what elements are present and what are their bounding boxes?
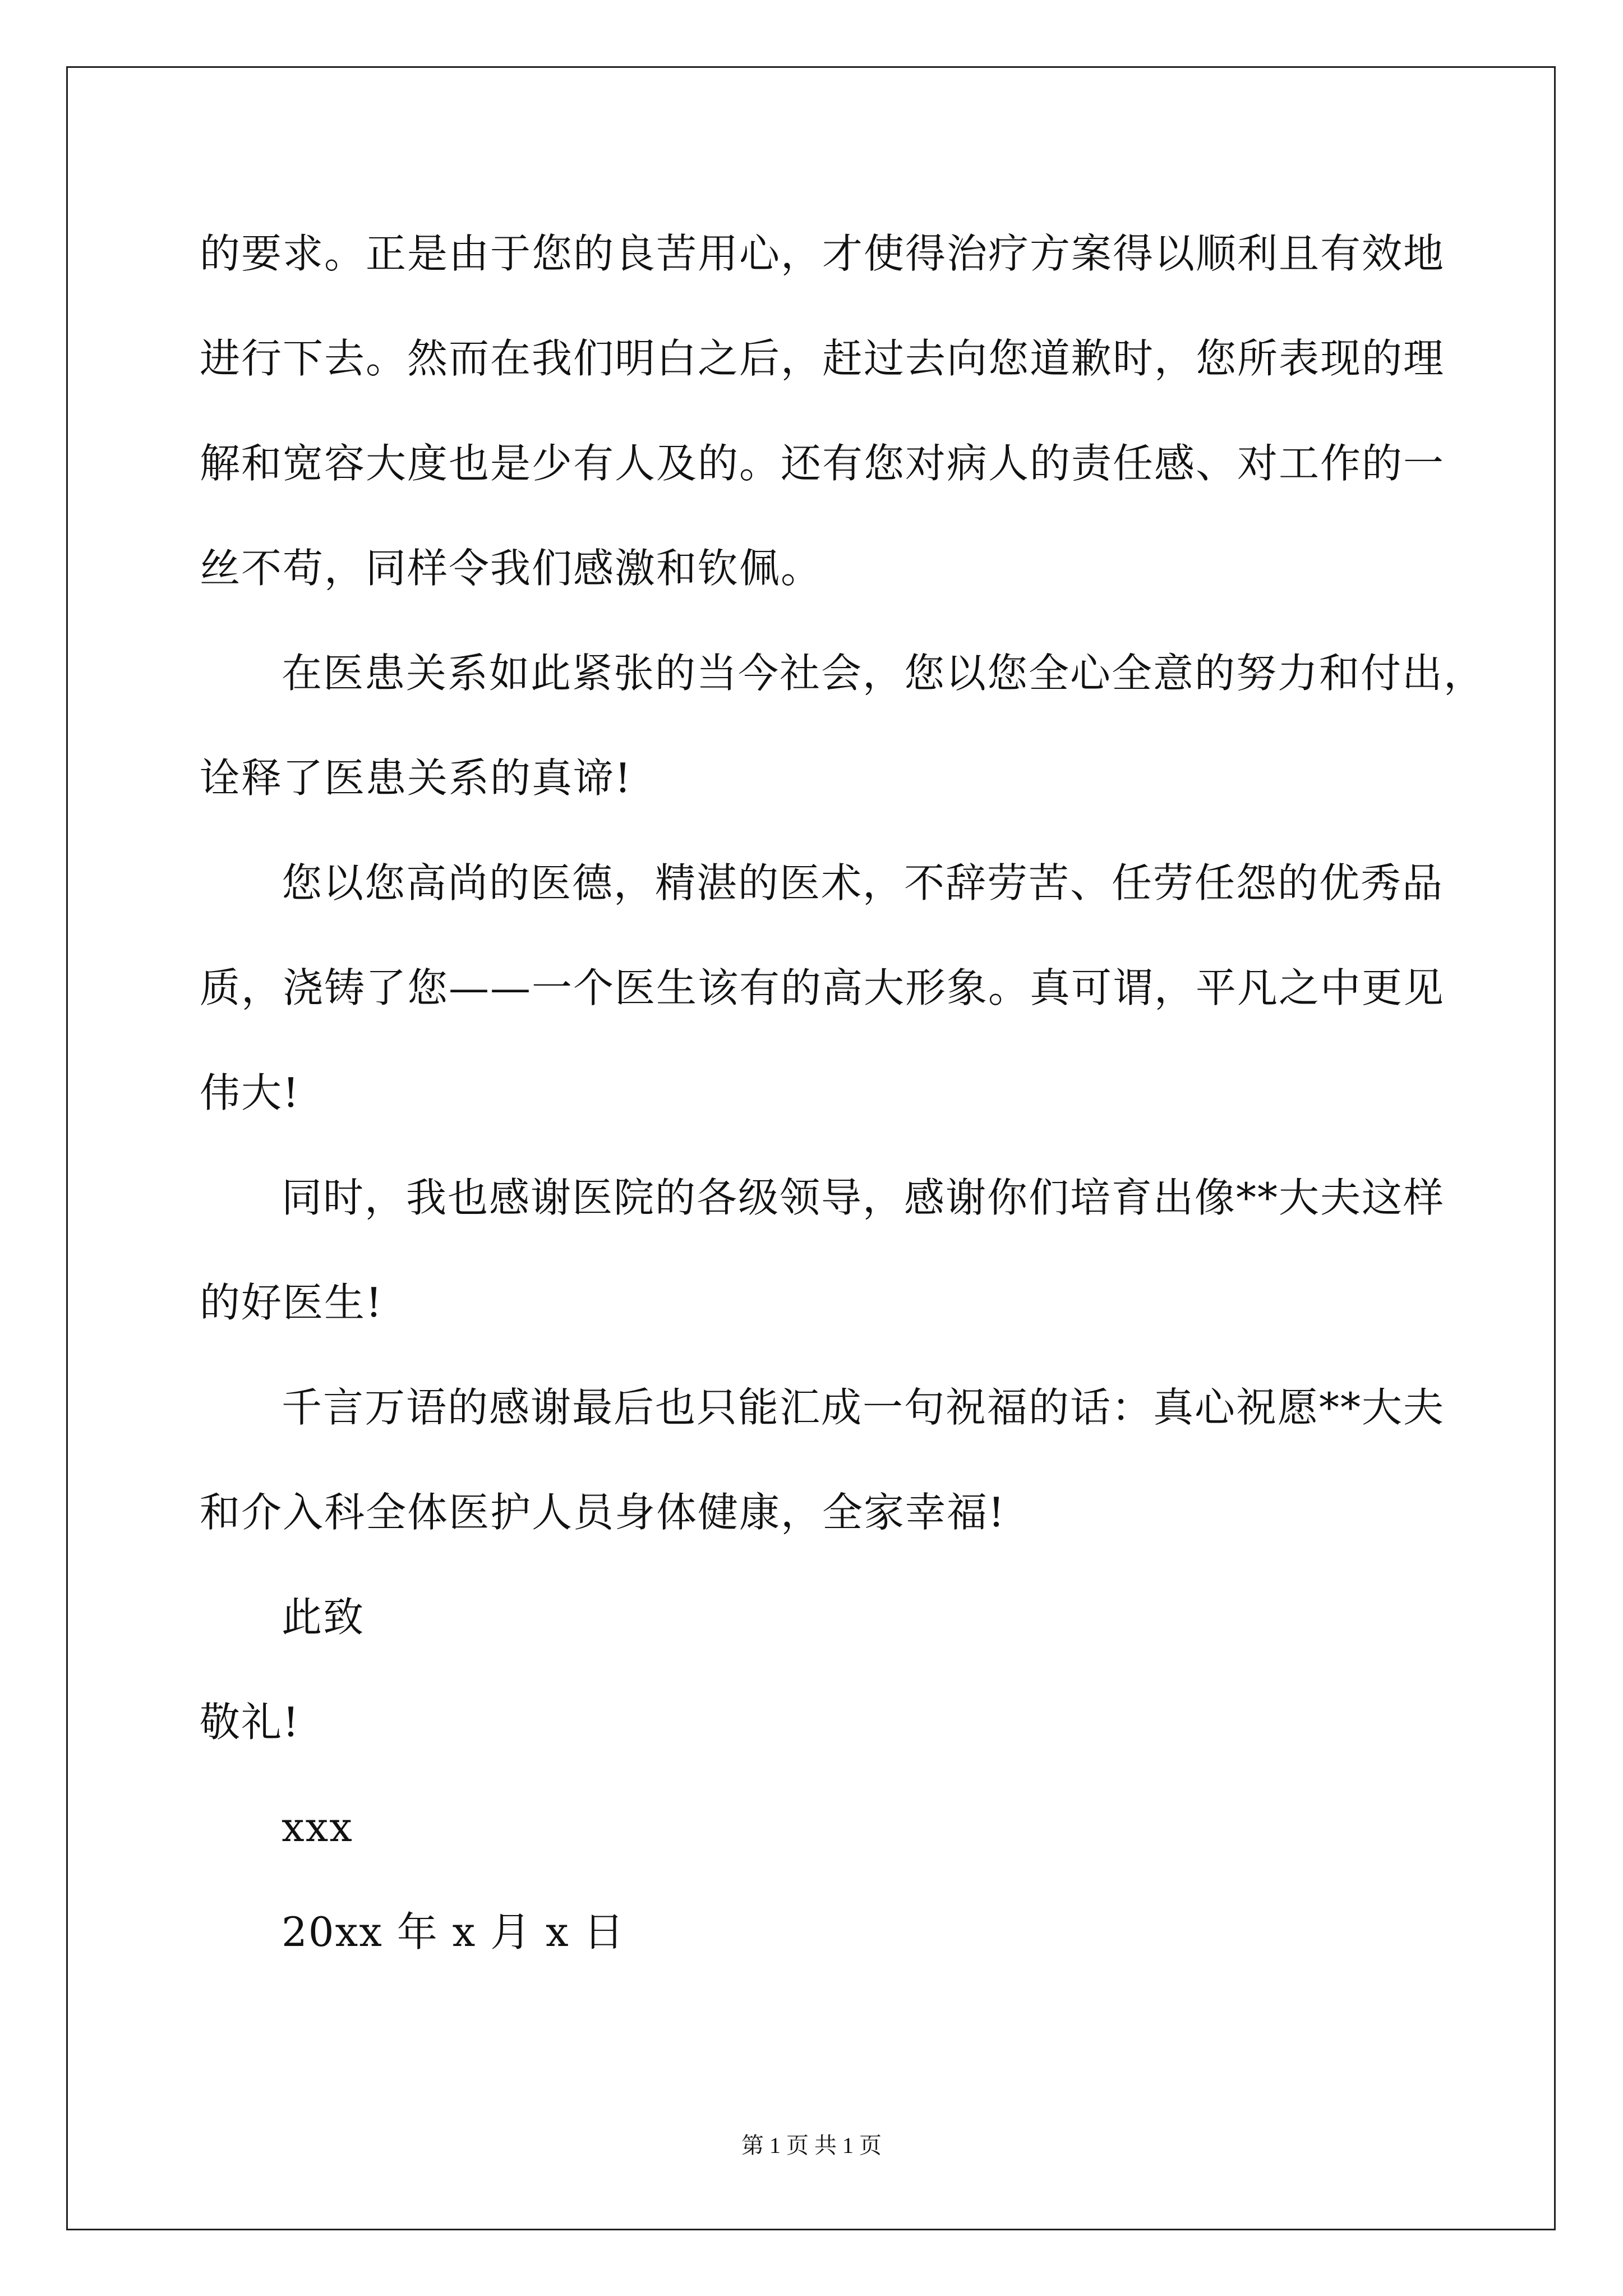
page-number-footer: 第 1 页 共 1 页 [741,2133,882,2158]
text-line: 的要求。正是由于您的良苦用心，才使得治疗方案得以顺利且有效地 [200,230,1445,277]
paragraph-start-line: 您以您高尚的医德，精湛的医术，不辞劳苦、任劳任怨的优秀品 [282,859,1444,907]
paragraph-start-line: 在医患关系如此紧张的当今社会，您以您全心全意的努力和付出， [282,650,1486,697]
text-line: 质，浇铸了您——一个医生该有的高大形象。真可谓，平凡之中更见 [200,964,1445,1011]
text-line: 的好医生! [200,1279,383,1326]
closing-respect: 敬礼! [200,1699,300,1746]
paragraph-start-line: 同时，我也感谢医院的各级领导，感谢你们培育出像**大夫这样 [282,1174,1445,1221]
paragraph-start-line: 千言万语的感谢最后也只能汇成一句祝福的话：真心祝愿**大夫 [282,1384,1445,1431]
text-line: 诠释了医患关系的真谛! [200,754,632,802]
signature-date: 20xx 年 x 月 x 日 [282,1908,625,1955]
signature-name: xxx [282,1803,353,1851]
text-line: 伟大! [200,1069,300,1116]
text-line: 解和宽容大度也是少有人及的。还有您对病人的责任感、对工作的一 [200,440,1445,487]
text-line: 和介入科全体医护人员身体健康，全家幸福! [200,1489,1006,1536]
text-line: 进行下去。然而在我们明白之后，赶过去向您道歉时，您所表现的理 [200,335,1445,382]
closing-salutation: 此致 [282,1594,365,1641]
text-line: 丝不苟，同样令我们感激和钦佩。 [200,545,823,592]
